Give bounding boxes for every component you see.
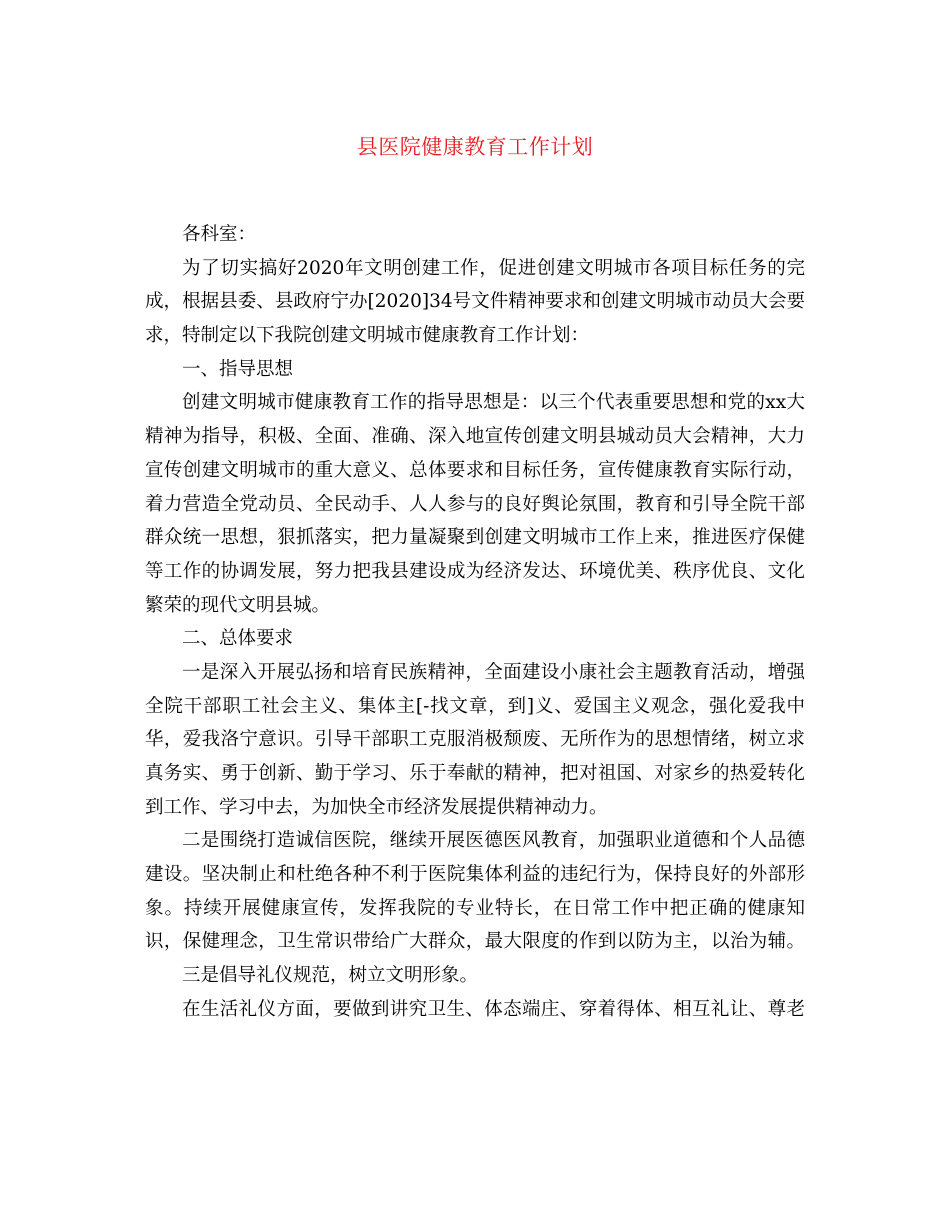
text-line: 各科室： [182, 224, 257, 245]
text-line: 全院干部职工社会主义、集体主[-找文章，到]义、爱国主义观念，强化爱我中 [145, 695, 805, 717]
text-line: 在生活礼仪方面，要做到讲究卫生、体态端庄、穿着得体、相互礼让、尊老 [182, 998, 805, 1020]
text-line: 三是倡导礼仪规范，树立文明形象。 [182, 965, 479, 987]
text-line: 成，根据县委、县政府宁办[2020]34号文件精神要求和创建文明城市动员大会要 [145, 291, 805, 313]
text-line: 二是围绕打造诚信医院，继续开展医德医风教育，加强职业道德和个人品德 [182, 830, 805, 852]
text-line: 二、总体要求 [182, 628, 294, 650]
text-line: 为了切实搞好2020年文明创建工作，促进创建文明城市各项目标任务的完 [182, 257, 805, 279]
text-line: 精神为指导，积极、全面、准确、深入地宣传创建文明县城动员大会精神，大力 [145, 426, 805, 448]
text-line: 创建文明城市健康教育工作的指导思想是：以三个代表重要思想和党的xx大 [182, 392, 805, 414]
text-line: 华，爱我洛宁意识。引导干部职工克服消极颓废、无所作为的思想情绪，树立求 [145, 729, 805, 751]
document-body [145, 218, 805, 1027]
text-line: 建设。坚决制止和杜绝各种不利于医院集体利益的违纪行为，保持良好的外部形 [145, 864, 805, 886]
text-line: 识，保健理念，卫生常识带给广大群众，最大限度的作到以防为主，以治为辅。 [145, 931, 805, 953]
text-line: 真务实、勇于创新、勤于学习、乐于奉献的精神，把对祖国、对家乡的热爱转化 [145, 763, 805, 784]
text-line: 着力营造全党动员、全民动手、人人参与的良好舆论氛围，教育和引导全院干部 [145, 493, 805, 515]
document-title: 县医院健康教育工作计划 [356, 135, 594, 159]
text-line: 等工作的协调发展，努力把我县建设成为经济发达、环境优美、秩序优良、文化 [145, 560, 805, 582]
text-line: 象。持续开展健康宣传，发挥我院的专业特长，在日常工作中把正确的健康知 [145, 897, 805, 919]
text-line: 宣传创建文明城市的重大意义、总体要求和目标任务，宣传健康教育实际行动， [145, 459, 805, 481]
text-line: 求，特制定以下我院创建文明城市健康教育工作计划： [145, 325, 590, 347]
text-line: 到工作、学习中去，为加快全市经济发展提供精神动力。 [145, 796, 608, 818]
text-line: 一是深入开展弘扬和培育民族精神，全面建设小康社会主题教育活动，增强 [182, 661, 805, 683]
text-line: 繁荣的现代文明县城。 [145, 594, 331, 616]
text-line: 一、指导思想 [182, 358, 294, 380]
text-line: 群众统一思想，狠抓落实，把力量凝聚到创建文明城市工作上来，推进医疗保健 [145, 527, 805, 549]
